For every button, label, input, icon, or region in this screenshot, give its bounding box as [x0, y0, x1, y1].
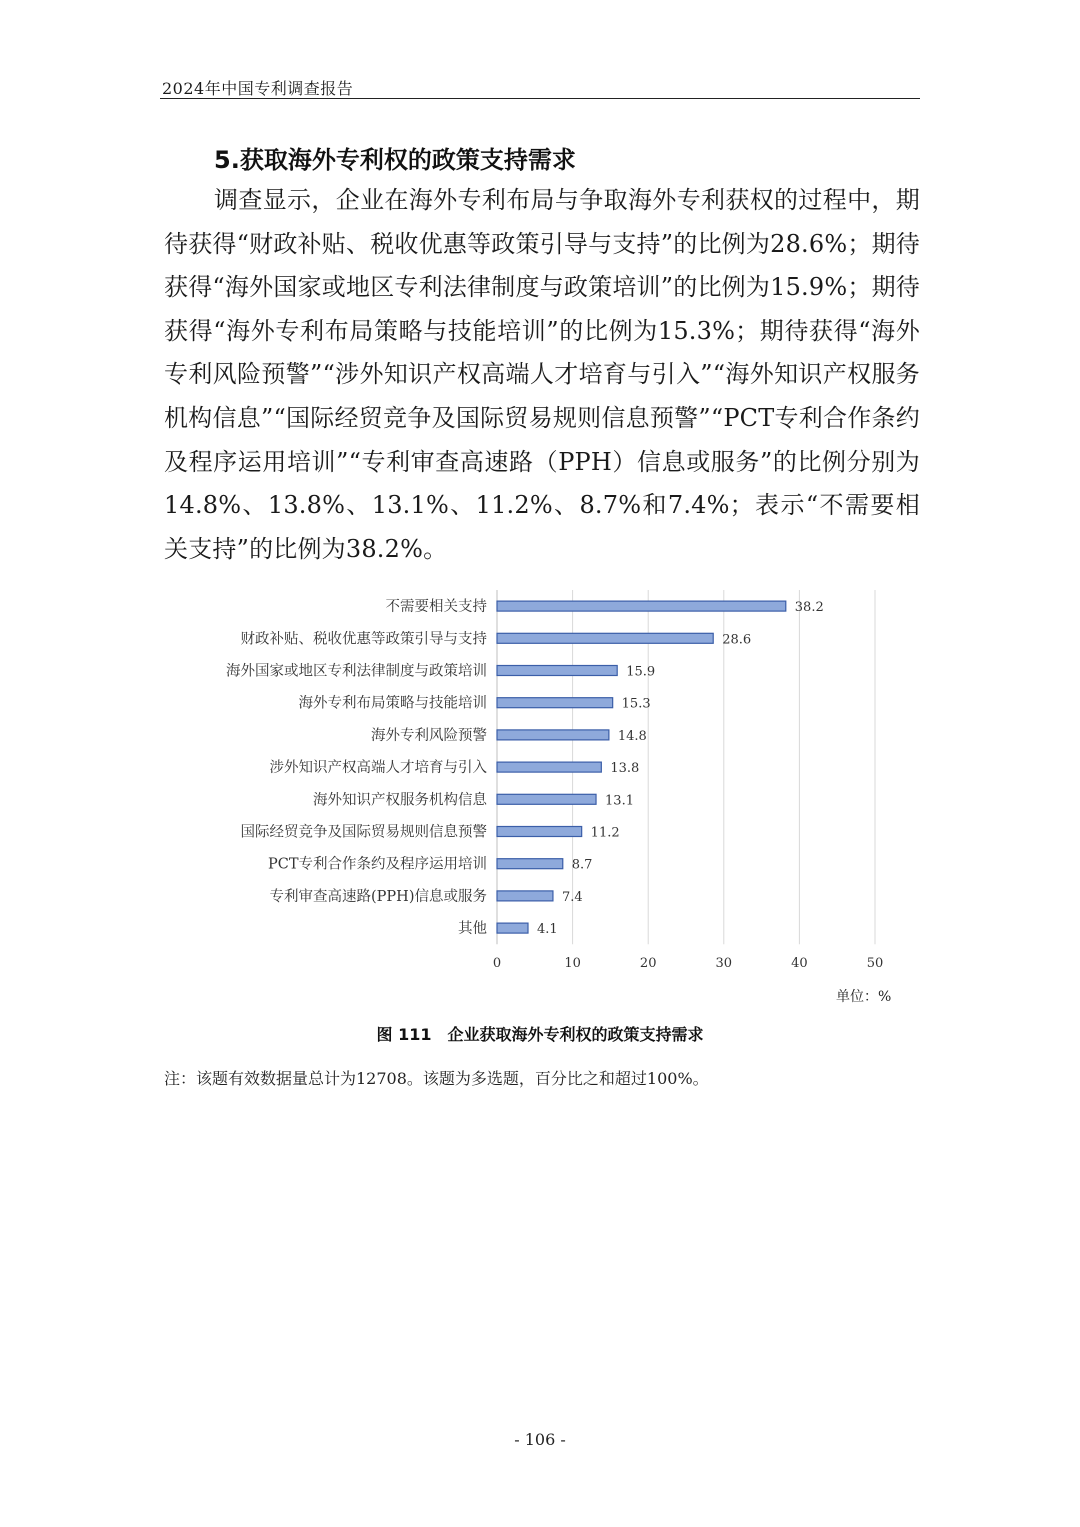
bar: [497, 666, 617, 676]
label-layer: [226, 598, 883, 971]
bar: [497, 601, 786, 611]
data-label: 7.4: [561, 889, 583, 905]
bar: [497, 827, 582, 837]
x-tick-label: 20: [639, 956, 657, 972]
category-label: 海外专利布局策略与技能培训: [298, 695, 487, 712]
bar: [497, 762, 601, 772]
running-header: 2024年中国专利调查报告: [162, 79, 354, 98]
section-title: 5.获取海外专利权的政策支持需求: [214, 146, 576, 174]
category-label: 海外国家或地区专利法律制度与政策培训: [226, 663, 487, 680]
data-label: 38.2: [794, 600, 824, 616]
x-tick-label: 40: [791, 956, 808, 972]
category-label: 涉外知识产权高端人才培育与引入: [269, 760, 487, 777]
x-tick-label: 0: [492, 956, 502, 972]
category-label: 海外专利风险预警: [371, 727, 487, 744]
category-label: 国际经贸竞争及国际贸易规则信息预警: [240, 824, 487, 841]
data-label: 14.8: [617, 728, 647, 744]
bar-chart: [160, 584, 900, 980]
data-label: 11.2: [590, 825, 620, 841]
data-label: 15.9: [626, 664, 656, 680]
page-number: - 106 -: [514, 1430, 566, 1449]
x-tick-label: 50: [866, 956, 884, 972]
bar: [497, 923, 528, 933]
category-label: PCT专利合作条约及程序运用培训: [267, 856, 487, 873]
bar: [497, 730, 609, 740]
data-label: 13.8: [610, 761, 640, 777]
body-paragraph: 调查显示，企业在海外专利布局与争取海外专利获权的过程中，期待获得“财政补贴、税收优惠等政策引导与支持”的比例为28.6%；期待获得“海外国家或地区专利法律制度与政策培训”的比例为15.9%；期待获得“海外专利布局策略与技能培训”的比例为15.3%；期待获得“海外专利风险预警”“涉外知识产权高端人才培育与引入”“海外知识产权服务机构信息”“国际经贸竞争及国际贸易规则信息预警”“PCT专利合作条约及程序运用培训”“专利审查高速路（PPH）信息或服务”的比例分别为14.8%、13.8%、13.1%、11.2%、8.7%和7.4%；表示“不需要相关支持”的比例为38.2%。: [164, 186, 920, 563]
bar-chart-svg: [160, 584, 900, 976]
figure-caption: 图 111 企业获取海外专利权的政策支持需求: [376, 1025, 704, 1044]
bar: [497, 794, 596, 804]
data-label: 4.1: [536, 922, 558, 938]
unit-label: 单位：%: [836, 989, 892, 1005]
bar: [497, 698, 613, 708]
data-label: 8.7: [571, 857, 593, 873]
x-tick-label: 10: [564, 956, 581, 972]
data-label: 28.6: [722, 632, 752, 648]
header-rule: [160, 98, 920, 99]
x-tick-label: 30: [715, 956, 733, 972]
bar: [497, 891, 553, 901]
category-label: 财政补贴、税收优惠等政策引导与支持: [240, 631, 487, 648]
bar: [497, 859, 563, 869]
category-label: 其他: [458, 921, 487, 938]
bar: [497, 633, 713, 643]
data-label: 13.1: [605, 793, 634, 809]
category-label: 专利审查高速路(PPH)信息或服务: [269, 888, 487, 905]
footnote: 注：该题有效数据量总计为12708。该题为多选题，百分比之和超过100%。: [164, 1069, 709, 1088]
category-label: 不需要相关支持: [385, 599, 487, 616]
bar-layer: [497, 601, 786, 933]
data-label: 15.3: [621, 696, 651, 712]
category-label: 海外知识产权服务机构信息: [313, 792, 487, 809]
